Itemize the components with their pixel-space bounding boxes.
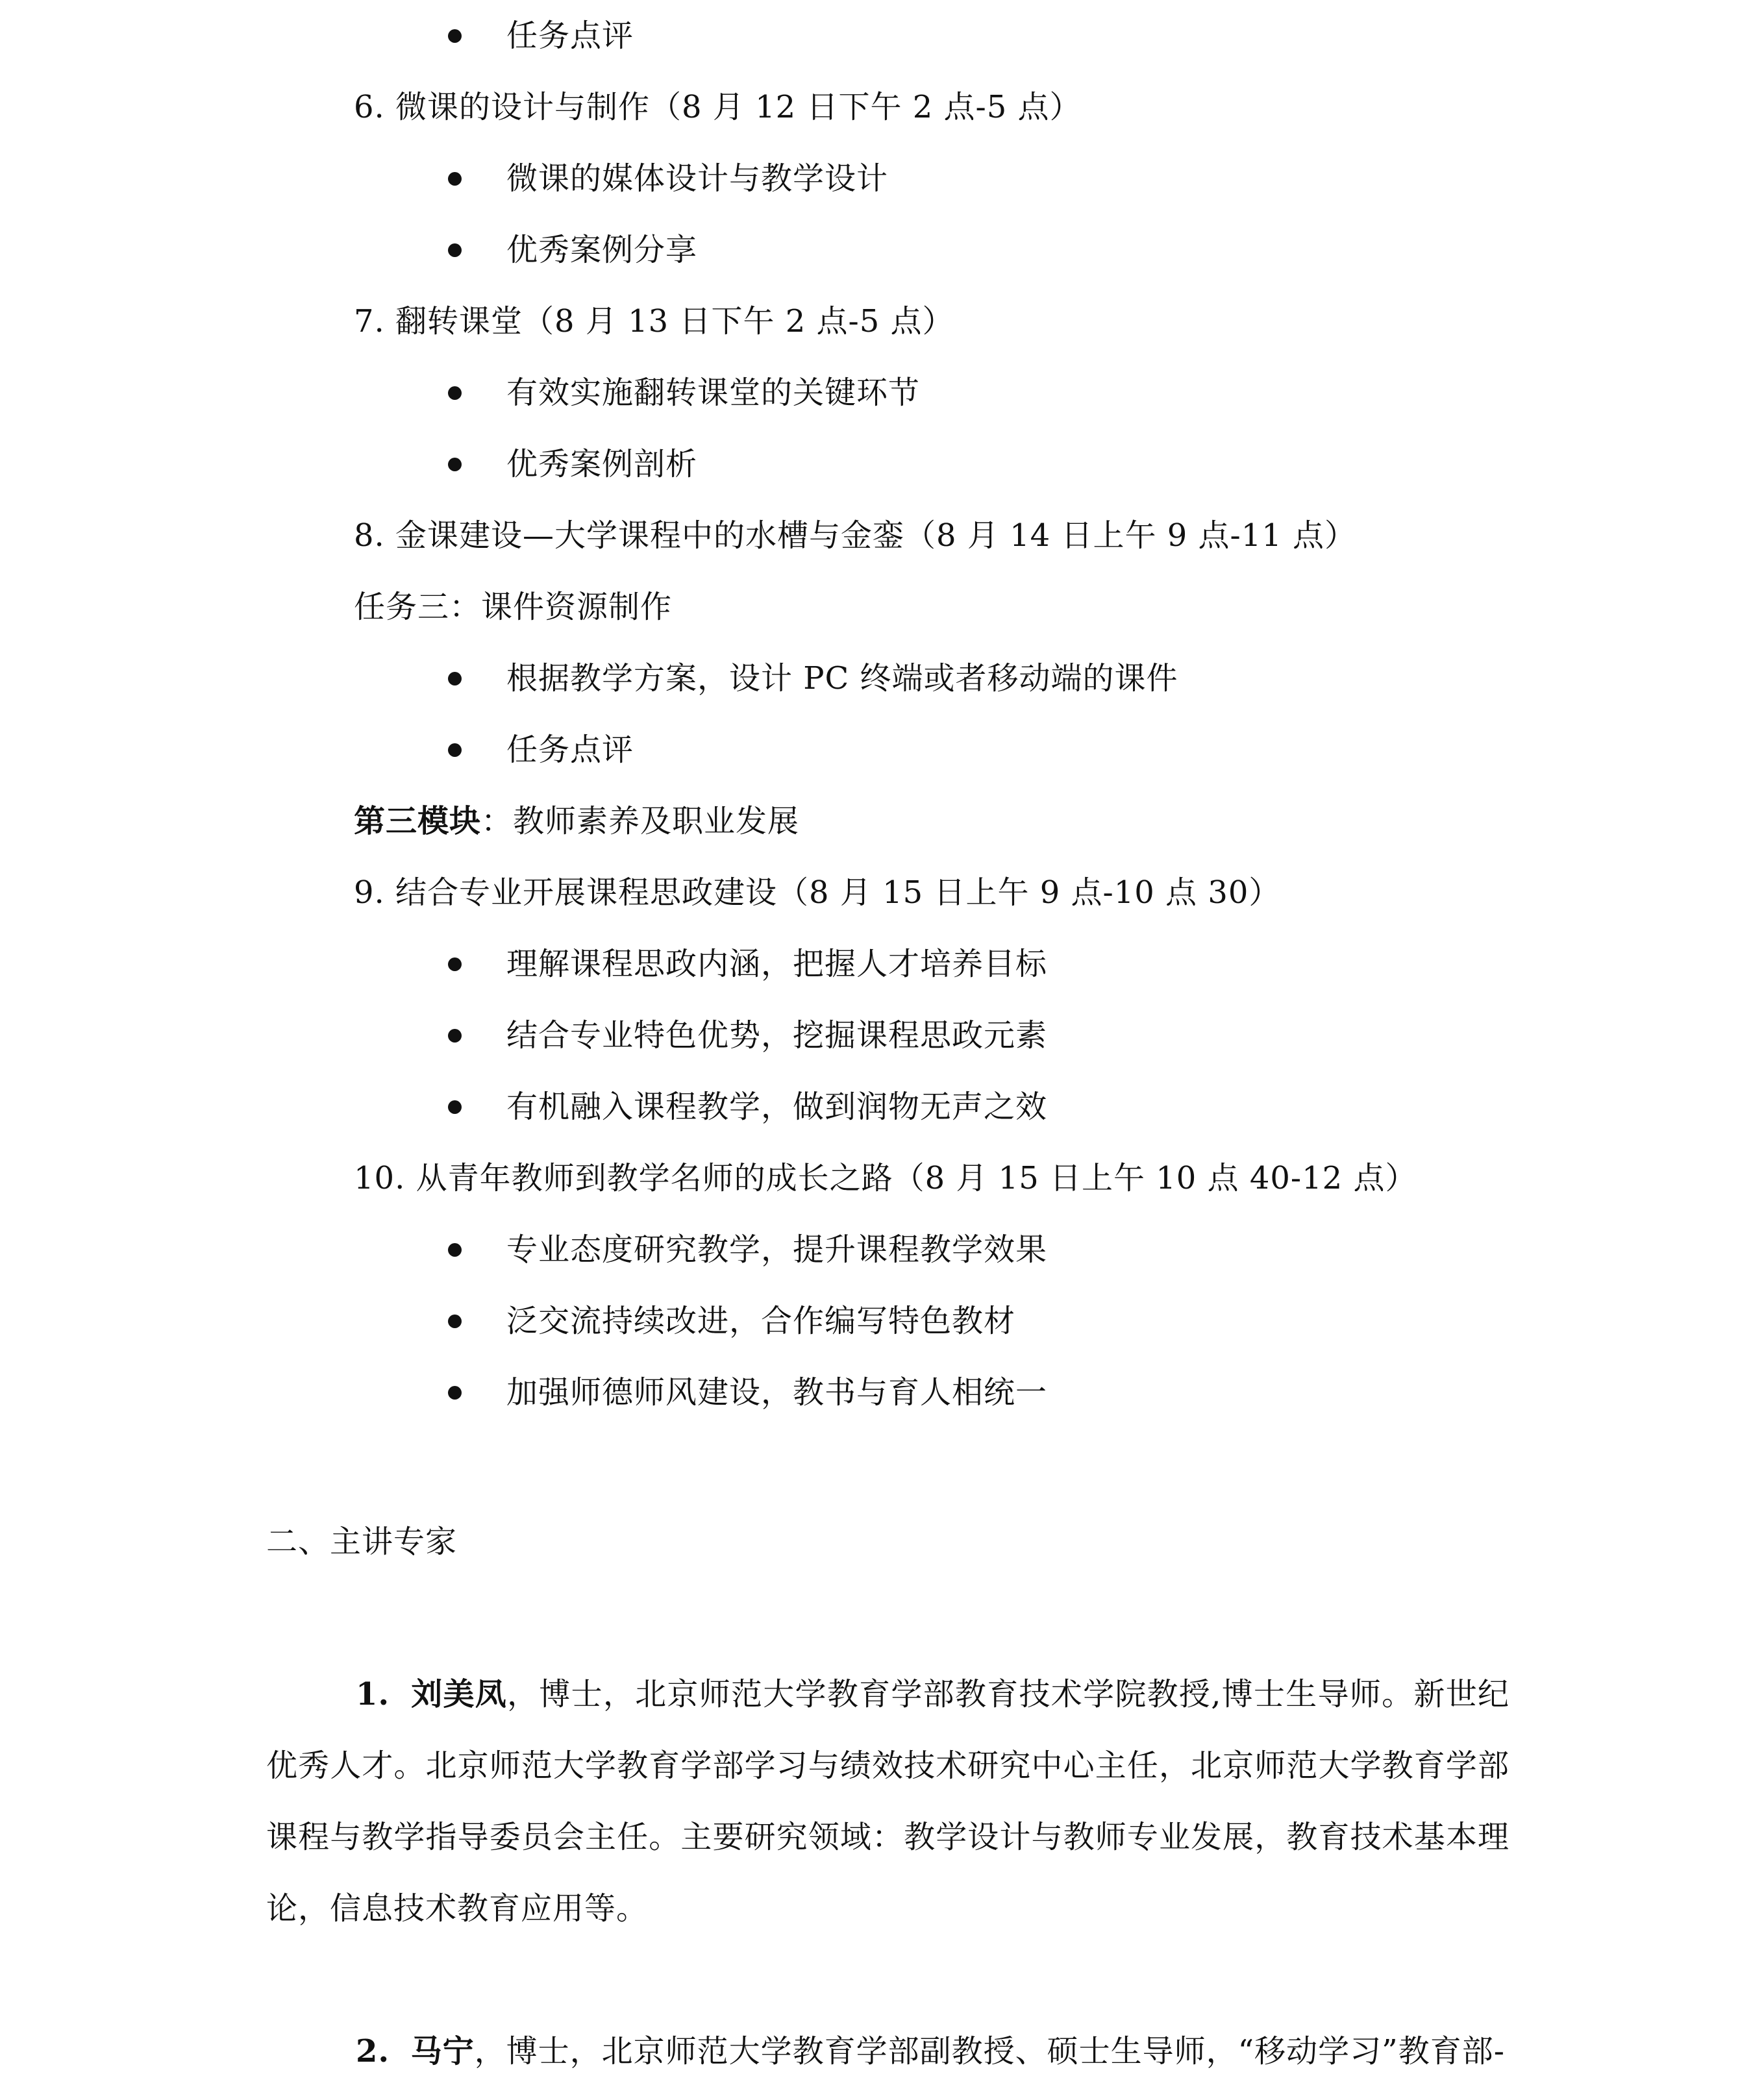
module3-heading-rest: ：教师素养及职业发展 [481, 803, 800, 839]
bullet-icon [448, 957, 462, 971]
bullet-icon [448, 29, 462, 43]
list-bullet: 优秀案例分享 [506, 232, 698, 268]
section-title: 二、主讲专家 [266, 1524, 458, 1560]
list-item-7: 7. 翻转课堂（8 月 13 日下午 2 点-5 点） [354, 303, 954, 340]
list-bullet: 任务点评 [506, 732, 634, 768]
module3-heading [354, 802, 799, 841]
list-item-6: 6. 微课的设计与制作（8 月 12 日下午 2 点-5 点） [354, 89, 1082, 125]
list-bullet: 微课的媒体设计与教学设计 [506, 160, 889, 197]
bullet-icon [448, 1243, 462, 1257]
expert-paragraph-2 [266, 2016, 1509, 2087]
list-bullet: 有机融入课程教学，做到润物无声之效 [506, 1089, 1048, 1125]
expert-number: 1. [356, 1676, 390, 1712]
expert-name: 马宁 [410, 2033, 475, 2069]
bullet-icon [448, 1029, 462, 1043]
expert-name: 刘美凤 [411, 1676, 508, 1712]
list-item-8: 8. 金课建设—大学课程中的水槽与金銮（8 月 14 日上午 9 点-11 点） [354, 517, 1357, 554]
list-bullet: 泛交流持续改进，合作编写特色教材 [506, 1303, 1016, 1339]
list-bullet: 有效实施翻转课堂的关键环节 [506, 375, 921, 411]
bullet-icon [448, 172, 462, 186]
list-item-9: 9. 结合专业开展课程思政建设（8 月 15 日上午 9 点-10 点 30） [354, 874, 1281, 911]
list-bullet: 专业态度研究教学，提升课程教学效果 [506, 1231, 1048, 1268]
list-bullet: 结合专业特色优势，挖掘课程思政元素 [506, 1017, 1048, 1054]
bullet-icon [448, 458, 462, 471]
bullet-icon [448, 1100, 462, 1114]
list-bullet: 加强师德师风建设，教书与育人相统一 [506, 1374, 1048, 1411]
list-item-10: 10. 从青年教师到教学名师的成长之路（8 月 15 日上午 10 点 40-12 点） [354, 1160, 1417, 1196]
list-bullet: 理解课程思政内涵，把握人才培养目标 [506, 946, 1048, 982]
bullet-icon [448, 743, 462, 757]
expert-bio: ，博士，北京师范大学教育学部副教授、硕士生导师，“移动学习”教育部- [474, 2033, 1505, 2069]
list-bullet-task-review: 任务点评 [506, 18, 634, 54]
list-bullet: 根据教学方案，设计 PC 终端或者移动端的课件 [506, 660, 1178, 697]
expert-bio: ，博士，北京师范大学教育学部教育技术学院教授,博士生导师。新世纪优秀人才。北京师范大学教育学部学习与绩效技术研究中心主任，北京师范大学教育学部课程与教学指导委员会主任。主要研究领域：教学设计与教师专业发展，教育技术基本理论，信息技术教育应用等。 [266, 1676, 1509, 1927]
bullet-icon [448, 1315, 462, 1328]
bullet-icon [448, 1386, 462, 1400]
list-bullet: 优秀案例剖析 [506, 446, 698, 482]
bullet-icon [448, 672, 462, 685]
expert-paragraph-1 [266, 1659, 1509, 1944]
bullet-icon [448, 243, 462, 257]
module3-heading-bold: 第三模块 [354, 803, 482, 839]
expert-number: 2. [356, 2033, 390, 2069]
bullet-icon [448, 386, 462, 400]
task3-heading: 任务三：课件资源制作 [354, 589, 673, 625]
